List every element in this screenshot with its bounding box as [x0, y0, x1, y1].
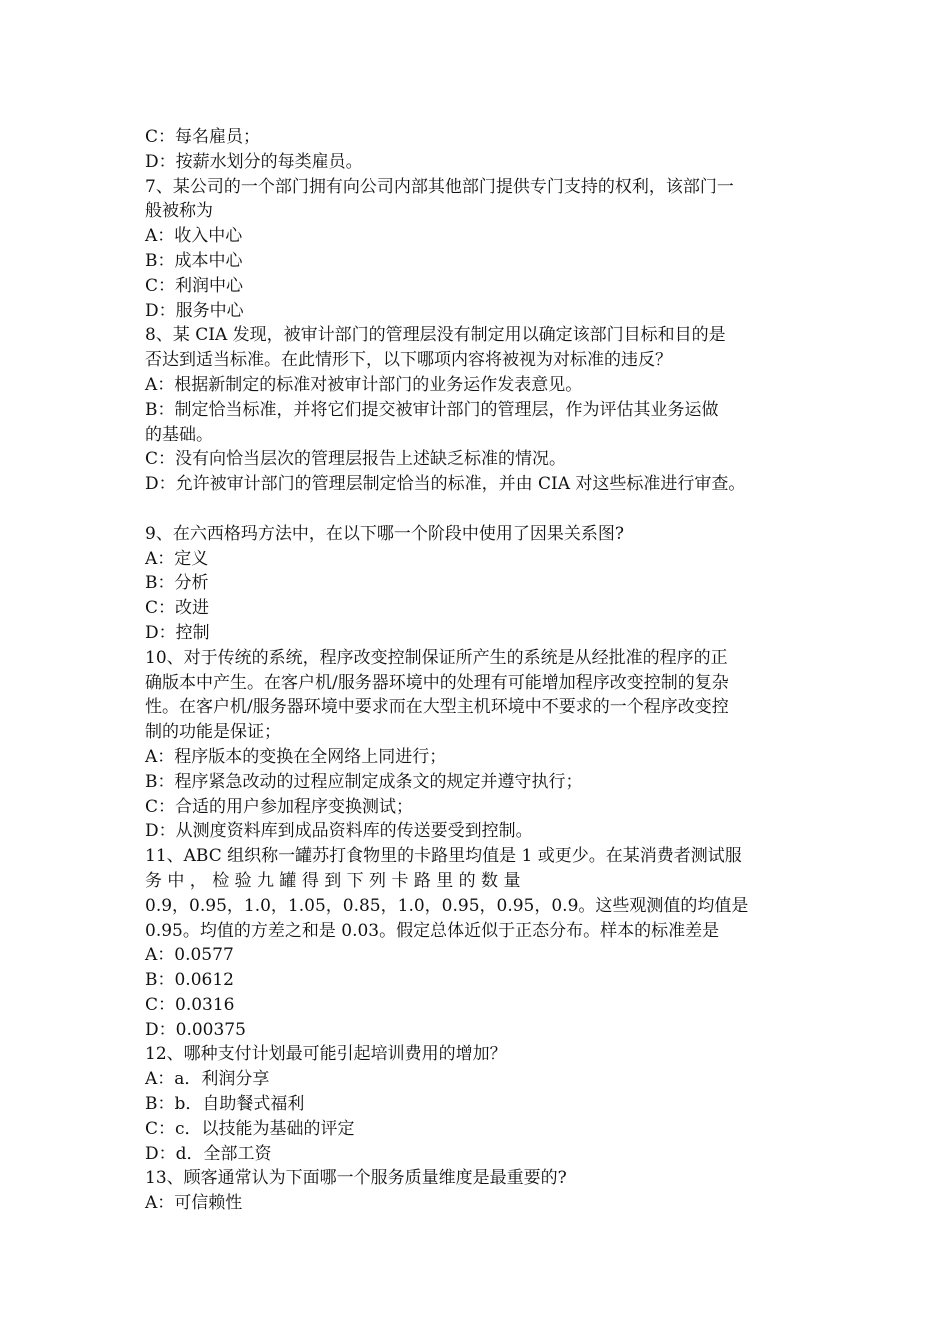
text-line: A：收入中心: [145, 226, 243, 247]
text-line: 0.9，0.95，1.0，1.05，0.85，1.0，0.95，0.95，0.9。这些观测值的均值是: [145, 895, 749, 916]
text-line: A：定义: [145, 548, 209, 569]
text-line: D：从测度资料库到成品资料库的传送要受到控制。: [145, 821, 533, 842]
text-line: A：根据新制定的标准对被审计部门的业务运作发表意见。: [145, 374, 583, 395]
text-line: D：0.00375: [145, 1019, 246, 1040]
text-line: A：程序版本的变换在全网络上同进行；: [145, 746, 447, 767]
text-line: C：利润中心: [145, 275, 244, 296]
text-line: 11、ABC 组织称一罐苏打食物里的卡路里均值是 1 或更少。在某消费者测试服: [145, 846, 742, 867]
text-line: D：允许被审计部门的管理层制定恰当的标准，并由 CIA 对这些标准进行审查。: [145, 474, 746, 495]
text-line: B：b．自助餐式福利: [145, 1094, 305, 1115]
text-line: 10、对于传统的系统，程序改变控制保证所产生的系统是从经批准的程序的正: [145, 647, 728, 668]
text-line: B：分析: [145, 573, 209, 594]
text-line: 的基础。: [145, 424, 213, 445]
text-line: D：控制: [145, 622, 210, 643]
text-line: C：合适的用户参加程序变换测试；: [145, 796, 414, 817]
text-line: 务 中 ， 检 验 九 罐 得 到 下 列 卡 路 里 的 数 量: [145, 870, 521, 891]
text-line: B：程序紧急改动的过程应制定成条文的规定并遵守执行；: [145, 771, 583, 792]
text-line: C：每名雇员；: [145, 127, 261, 147]
blank-line: [145, 497, 825, 522]
text-line: C：改进: [145, 598, 210, 619]
text-line: 制的功能是保证；: [145, 722, 281, 743]
text-line: C：c．以技能为基础的评定: [145, 1118, 355, 1139]
text-line: C：没有向恰当层次的管理层报告上述缺乏标准的情况。: [145, 449, 567, 470]
text-line: D：按薪水划分的每类雇员。: [145, 151, 363, 172]
text-line: A：0.0577: [145, 945, 234, 966]
text-line: D：服务中心: [145, 300, 244, 321]
text-line: 12、哪种支付计划最可能引起培训费用的增加？: [145, 1044, 507, 1065]
text-line: B：成本中心: [145, 250, 243, 271]
text-line: 8、某 CIA 发现，被审计部门的管理层没有制定用以确定该部门目标和目的是: [145, 325, 726, 346]
text-line: 0.95。均值的方差之和是 0.03。假定总体近似于正态分布。样本的标准差是: [145, 920, 720, 941]
text-line: 确版本中产生。在客户机/服务器环境中的处理有可能增加程序改变控制的复杂: [145, 672, 729, 693]
text-line: 般被称为: [145, 201, 213, 222]
text-line: 性。在客户机/服务器环境中要求而在大型主机环境中不要求的一个程序改变控: [145, 697, 729, 718]
text-line: C：0.0316: [145, 994, 235, 1015]
text-line: 否达到适当标准。在此情形下，以下哪项内容将被视为对标准的违反？: [145, 350, 672, 371]
text-line: 9、在六西格玛方法中，在以下哪一个阶段中使用了因果关系图?: [145, 523, 624, 544]
text-line: D：d．全部工资: [145, 1143, 272, 1164]
text-line: 7、某公司的一个部门拥有向公司内部其他部门提供专门支持的权利，该部门一: [145, 176, 734, 197]
text-line: B：制定恰当标准，并将它们提交被审计部门的管理层，作为评估其业务运做: [145, 399, 719, 420]
document-body: [145, 125, 825, 1216]
text-line: 13、顾客通常认为下面哪一个服务质量维度是最重要的?: [145, 1168, 567, 1189]
text-line: A：a．利润分享: [145, 1069, 270, 1090]
text-line: A：可信赖性: [145, 1193, 243, 1214]
text-line: B：0.0612: [145, 970, 234, 991]
